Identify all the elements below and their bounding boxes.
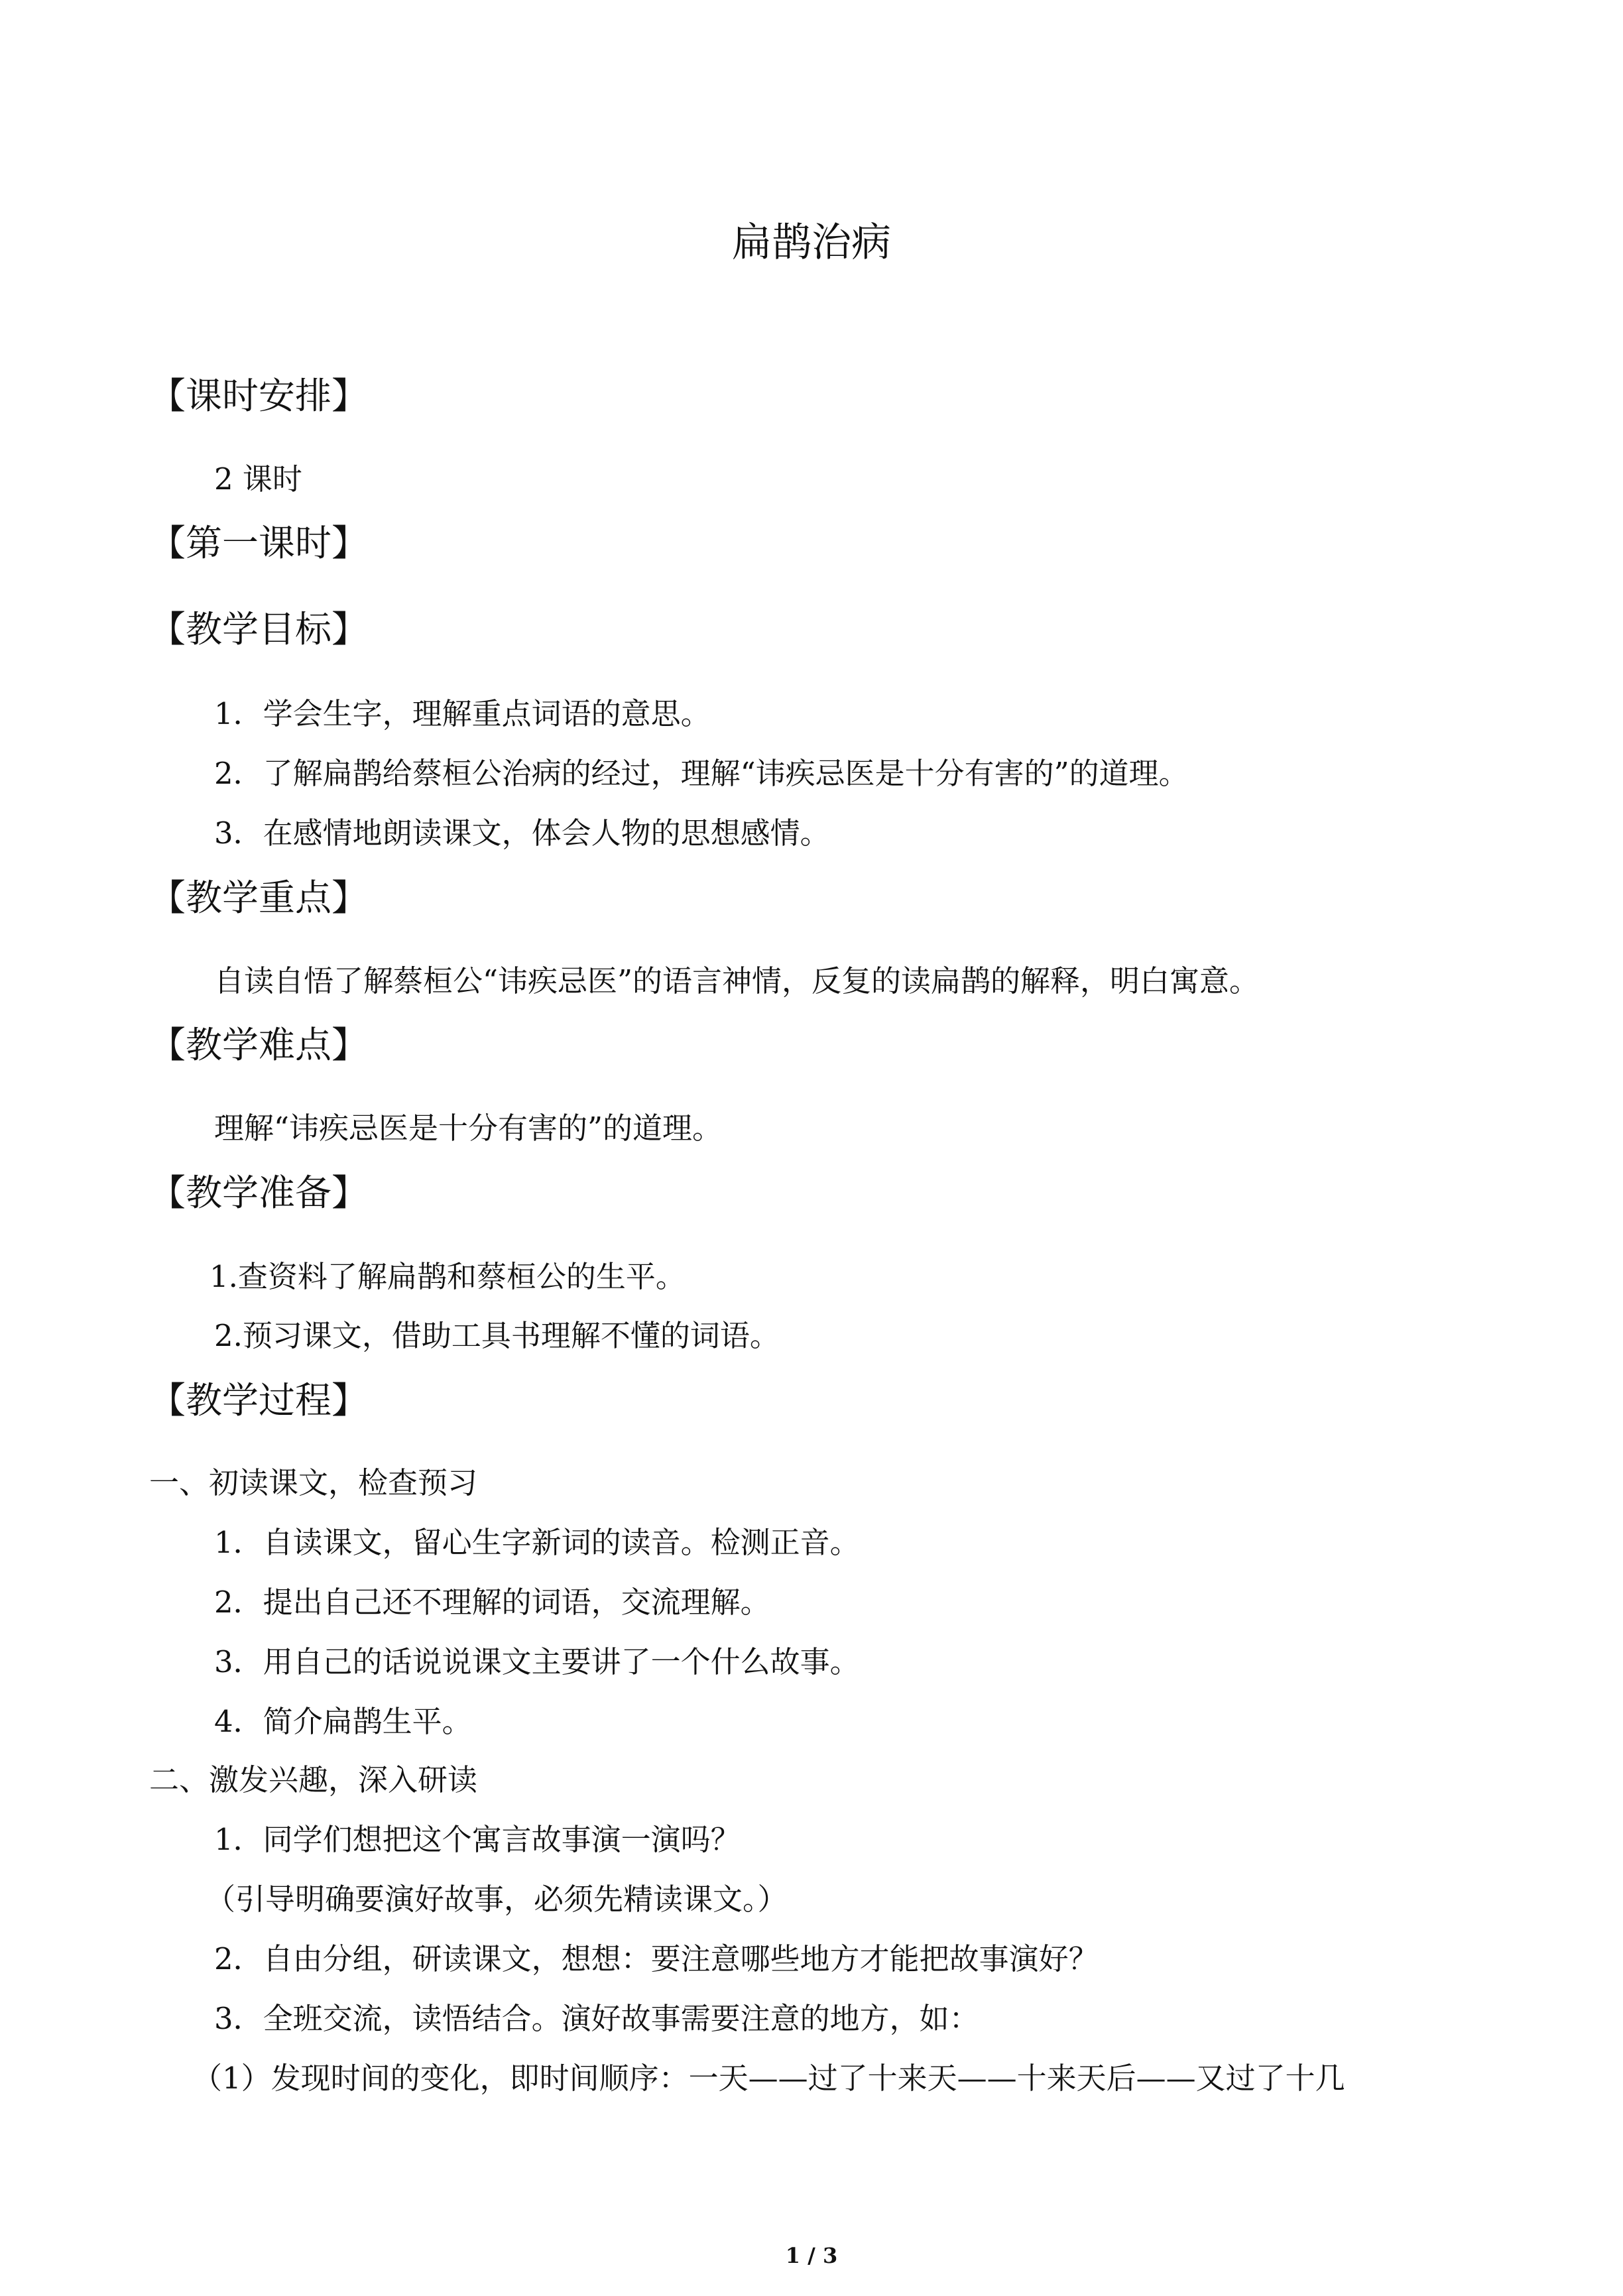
part2-item: （1）发现时间的变化，即时间顺序：一天——过了十来天——十来天后——又过了十几 bbox=[192, 2061, 1345, 2096]
page-title: 扁鹊治病 bbox=[732, 219, 891, 266]
heading-process: 【教学过程】 bbox=[149, 1379, 369, 1421]
difficulty-text: 理解“讳疾忌医是十分有害的”的道理。 bbox=[214, 1111, 723, 1146]
heading-prep: 【教学准备】 bbox=[149, 1172, 369, 1214]
part2-item: （引导明确要演好故事，必须先精读课文。） bbox=[206, 1882, 788, 1917]
heading-goals: 【教学目标】 bbox=[149, 608, 369, 650]
prep-item: 1.查资料了解扁鹊和蔡桓公的生平。 bbox=[210, 1259, 686, 1294]
prep-item: 2.预习课文，借助工具书理解不懂的词语。 bbox=[214, 1318, 780, 1353]
part1-heading: 一、初读课文，检查预习 bbox=[149, 1465, 478, 1500]
part1-item: 2．提出自己还不理解的词语，交流理解。 bbox=[214, 1585, 770, 1620]
part1-item: 3．用自己的话说说课文主要讲了一个什么故事。 bbox=[214, 1644, 860, 1679]
heading-first-lesson: 【第一课时】 bbox=[149, 522, 369, 564]
part2-item: 3．全班交流，读悟结合。演好故事需要注意的地方，如： bbox=[214, 2001, 979, 2036]
part1-item: 1．自读课文，留心生字新词的读音。检测正音。 bbox=[214, 1525, 860, 1560]
part2-item: 1．同学们想把这个寓言故事演一演吗？ bbox=[214, 1822, 741, 1857]
goal-item: 2．了解扁鹊给蔡桓公治病的经过，理解“讳疾忌医是十分有害的”的道理。 bbox=[214, 756, 1189, 791]
part1-item: 4．简介扁鹊生平。 bbox=[214, 1704, 472, 1739]
schedule-text: 2 课时 bbox=[214, 461, 302, 497]
heading-difficulty: 【教学难点】 bbox=[149, 1024, 369, 1066]
part2-heading: 二、激发兴趣，深入研读 bbox=[149, 1762, 478, 1797]
focus-text: 自读自悟了解蔡桓公“讳疾忌医”的语言神情，反复的读扁鹊的解释，明白寓意。 bbox=[214, 963, 1260, 998]
goal-item: 1．学会生字，理解重点词语的意思。 bbox=[214, 696, 711, 731]
heading-schedule: 【课时安排】 bbox=[149, 375, 369, 417]
page-number: 1 / 3 bbox=[785, 2243, 838, 2268]
goal-item: 3．在感情地朗读课文，体会人物的思想感情。 bbox=[214, 816, 830, 851]
part2-item: 2．自由分组，研读课文，想想：要注意哪些地方才能把故事演好？ bbox=[214, 1941, 1099, 1976]
heading-focus: 【教学重点】 bbox=[149, 876, 369, 919]
